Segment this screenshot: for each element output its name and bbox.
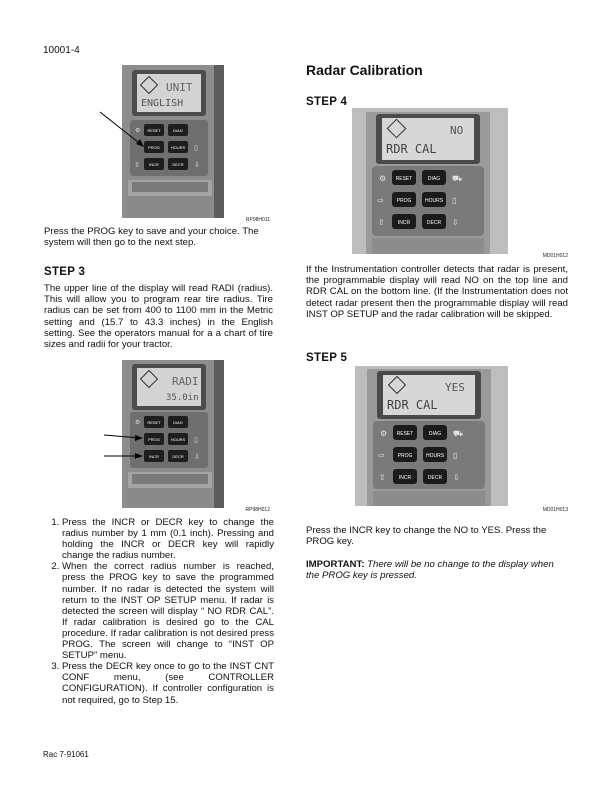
svg-text:⇩: ⇩	[453, 473, 460, 482]
lcd-line1: NO	[450, 124, 464, 137]
svg-text:▯: ▯	[453, 451, 458, 460]
svg-text:PROG: PROG	[148, 437, 160, 442]
important-label: IMPORTANT:	[306, 559, 365, 570]
section-title: Radar Calibration	[306, 62, 423, 78]
lcd-line2: RDR CAL	[386, 142, 437, 156]
svg-text:⇧: ⇧	[378, 218, 385, 227]
paragraph: Press the PROG key to save and your choice. The system will then go to the next step.	[44, 226, 259, 249]
console-photo	[44, 358, 272, 508]
lcd-line2: 35.0in	[166, 393, 199, 403]
svg-text:▯: ▯	[194, 145, 198, 152]
svg-text:DECR: DECR	[172, 162, 184, 167]
figure-caption: MD01H013	[542, 507, 568, 513]
list-item: 1. Press the INCR or DECR key to change the radius number by 1 mm (0.1 inch). Pressing and holding the INCR or DECR key will rapidly change the radius number.	[62, 517, 274, 561]
svg-text:PROG: PROG	[148, 145, 160, 150]
instruction-list	[44, 517, 274, 706]
list-item: 2. When the correct radius number is reached, press the PROG key to save the programmed number. If no radar is detected the system will return to the INST OP SETUP menu. If radar is detected the screen will display “ NO RDR CAL”. If radar calibration is desired go to the CAL procedure. If radar calibration is not desired press PROG. The screen will change to “INST OP SETUP” menu.	[62, 561, 274, 661]
svg-text:▯: ▯	[452, 196, 457, 205]
lcd-line2: ENGLISH	[141, 98, 184, 109]
figure-no-rdr-cal	[352, 108, 508, 254]
svg-text:⚙: ⚙	[379, 174, 387, 183]
svg-text:⇩: ⇩	[194, 454, 200, 461]
svg-text:⚙: ⚙	[135, 128, 141, 134]
svg-text:⛟: ⛟	[452, 174, 463, 183]
svg-text:HOURS: HOURS	[424, 198, 444, 204]
step4-heading: STEP 4	[306, 96, 348, 108]
svg-text:⇩: ⇩	[452, 218, 459, 227]
step5-paragraph: Press the INCR key to change the NO to YES. Press the PROG key.	[306, 525, 547, 548]
svg-text:⇧: ⇧	[379, 473, 386, 482]
lcd-line1: YES	[445, 381, 465, 394]
important-note	[306, 559, 568, 581]
figure-caption: MD01H012	[542, 253, 568, 259]
svg-text:HOURS: HOURS	[170, 145, 186, 150]
console-photo	[44, 62, 272, 218]
console-photo	[355, 366, 508, 506]
svg-text:RESET: RESET	[147, 128, 161, 133]
step3-paragraph: The upper line of the display will read RADI (radius). This will allow you to program rear tire radius. Tire radius can be set from 400 to 1100 mm in the Metric setting and (15.7 to 43.3 inches) in the English setting. See the operators manual for a a chart of tire sizes and radii for your tractor.	[44, 283, 273, 351]
page-number: 10001-4	[43, 45, 80, 56]
svg-text:PROG: PROG	[397, 453, 413, 459]
figure-caption: RP98H012	[245, 507, 270, 513]
figure-unit-english	[44, 62, 272, 218]
svg-text:DIAG: DIAG	[173, 128, 183, 133]
svg-text:DIAG: DIAG	[173, 420, 183, 425]
list-item: 3. Press the DECR key once to go to the INST CNT CONF menu, (see CONTROLLER CONFIGURATION). If controller configuration is not required, go to Step 15.	[62, 661, 274, 705]
lcd-line1: UNIT	[166, 81, 193, 94]
figure-radi	[44, 358, 272, 508]
figure-yes-rdr-cal	[355, 366, 508, 506]
figure-caption: RP98H011	[245, 217, 270, 223]
svg-text:DECR: DECR	[426, 220, 442, 226]
important-text: There will be no change to the display when the PROG key is pressed.	[306, 559, 554, 582]
svg-text:RESET: RESET	[396, 431, 414, 437]
svg-text:INCR: INCR	[397, 220, 411, 226]
lcd-line2: RDR CAL	[387, 398, 438, 412]
console-photo	[352, 108, 508, 254]
svg-text:▯: ▯	[194, 437, 198, 444]
svg-text:DIAG: DIAG	[428, 431, 442, 437]
step4-paragraph: If the Instrumentation controller detects that radar is present, the programmable display will read NO on the top line and RDR CAL on the bottom line. (If the Instrumentation does not detect radar present then the programmable display will read INST OP SETUP and the radar calibration will be skipped.	[306, 264, 568, 320]
svg-text:⛟: ⛟	[453, 429, 464, 438]
svg-text:DECR: DECR	[172, 454, 184, 459]
svg-text:⇨: ⇨	[378, 451, 385, 460]
svg-text:HOURS: HOURS	[170, 437, 186, 442]
svg-text:INCR: INCR	[149, 454, 159, 459]
svg-text:INCR: INCR	[398, 475, 412, 481]
svg-text:RESET: RESET	[147, 420, 161, 425]
svg-text:⇩: ⇩	[194, 162, 200, 169]
svg-text:DIAG: DIAG	[427, 176, 441, 182]
svg-text:PROG: PROG	[396, 198, 412, 204]
svg-text:⚙: ⚙	[380, 429, 388, 438]
step5-heading: STEP 5	[306, 352, 348, 364]
footer-text: Rac 7-91061	[43, 750, 89, 759]
svg-text:⇨: ⇨	[377, 196, 384, 205]
lcd-line1: RADI	[172, 375, 199, 388]
svg-text:⚙: ⚙	[135, 420, 141, 426]
svg-text:DECR: DECR	[427, 475, 443, 481]
svg-text:⇧: ⇧	[134, 162, 140, 169]
step3-heading: STEP 3	[44, 266, 86, 278]
svg-text:HOURS: HOURS	[425, 453, 445, 459]
svg-text:RESET: RESET	[395, 176, 413, 182]
svg-text:INCR: INCR	[149, 162, 159, 167]
